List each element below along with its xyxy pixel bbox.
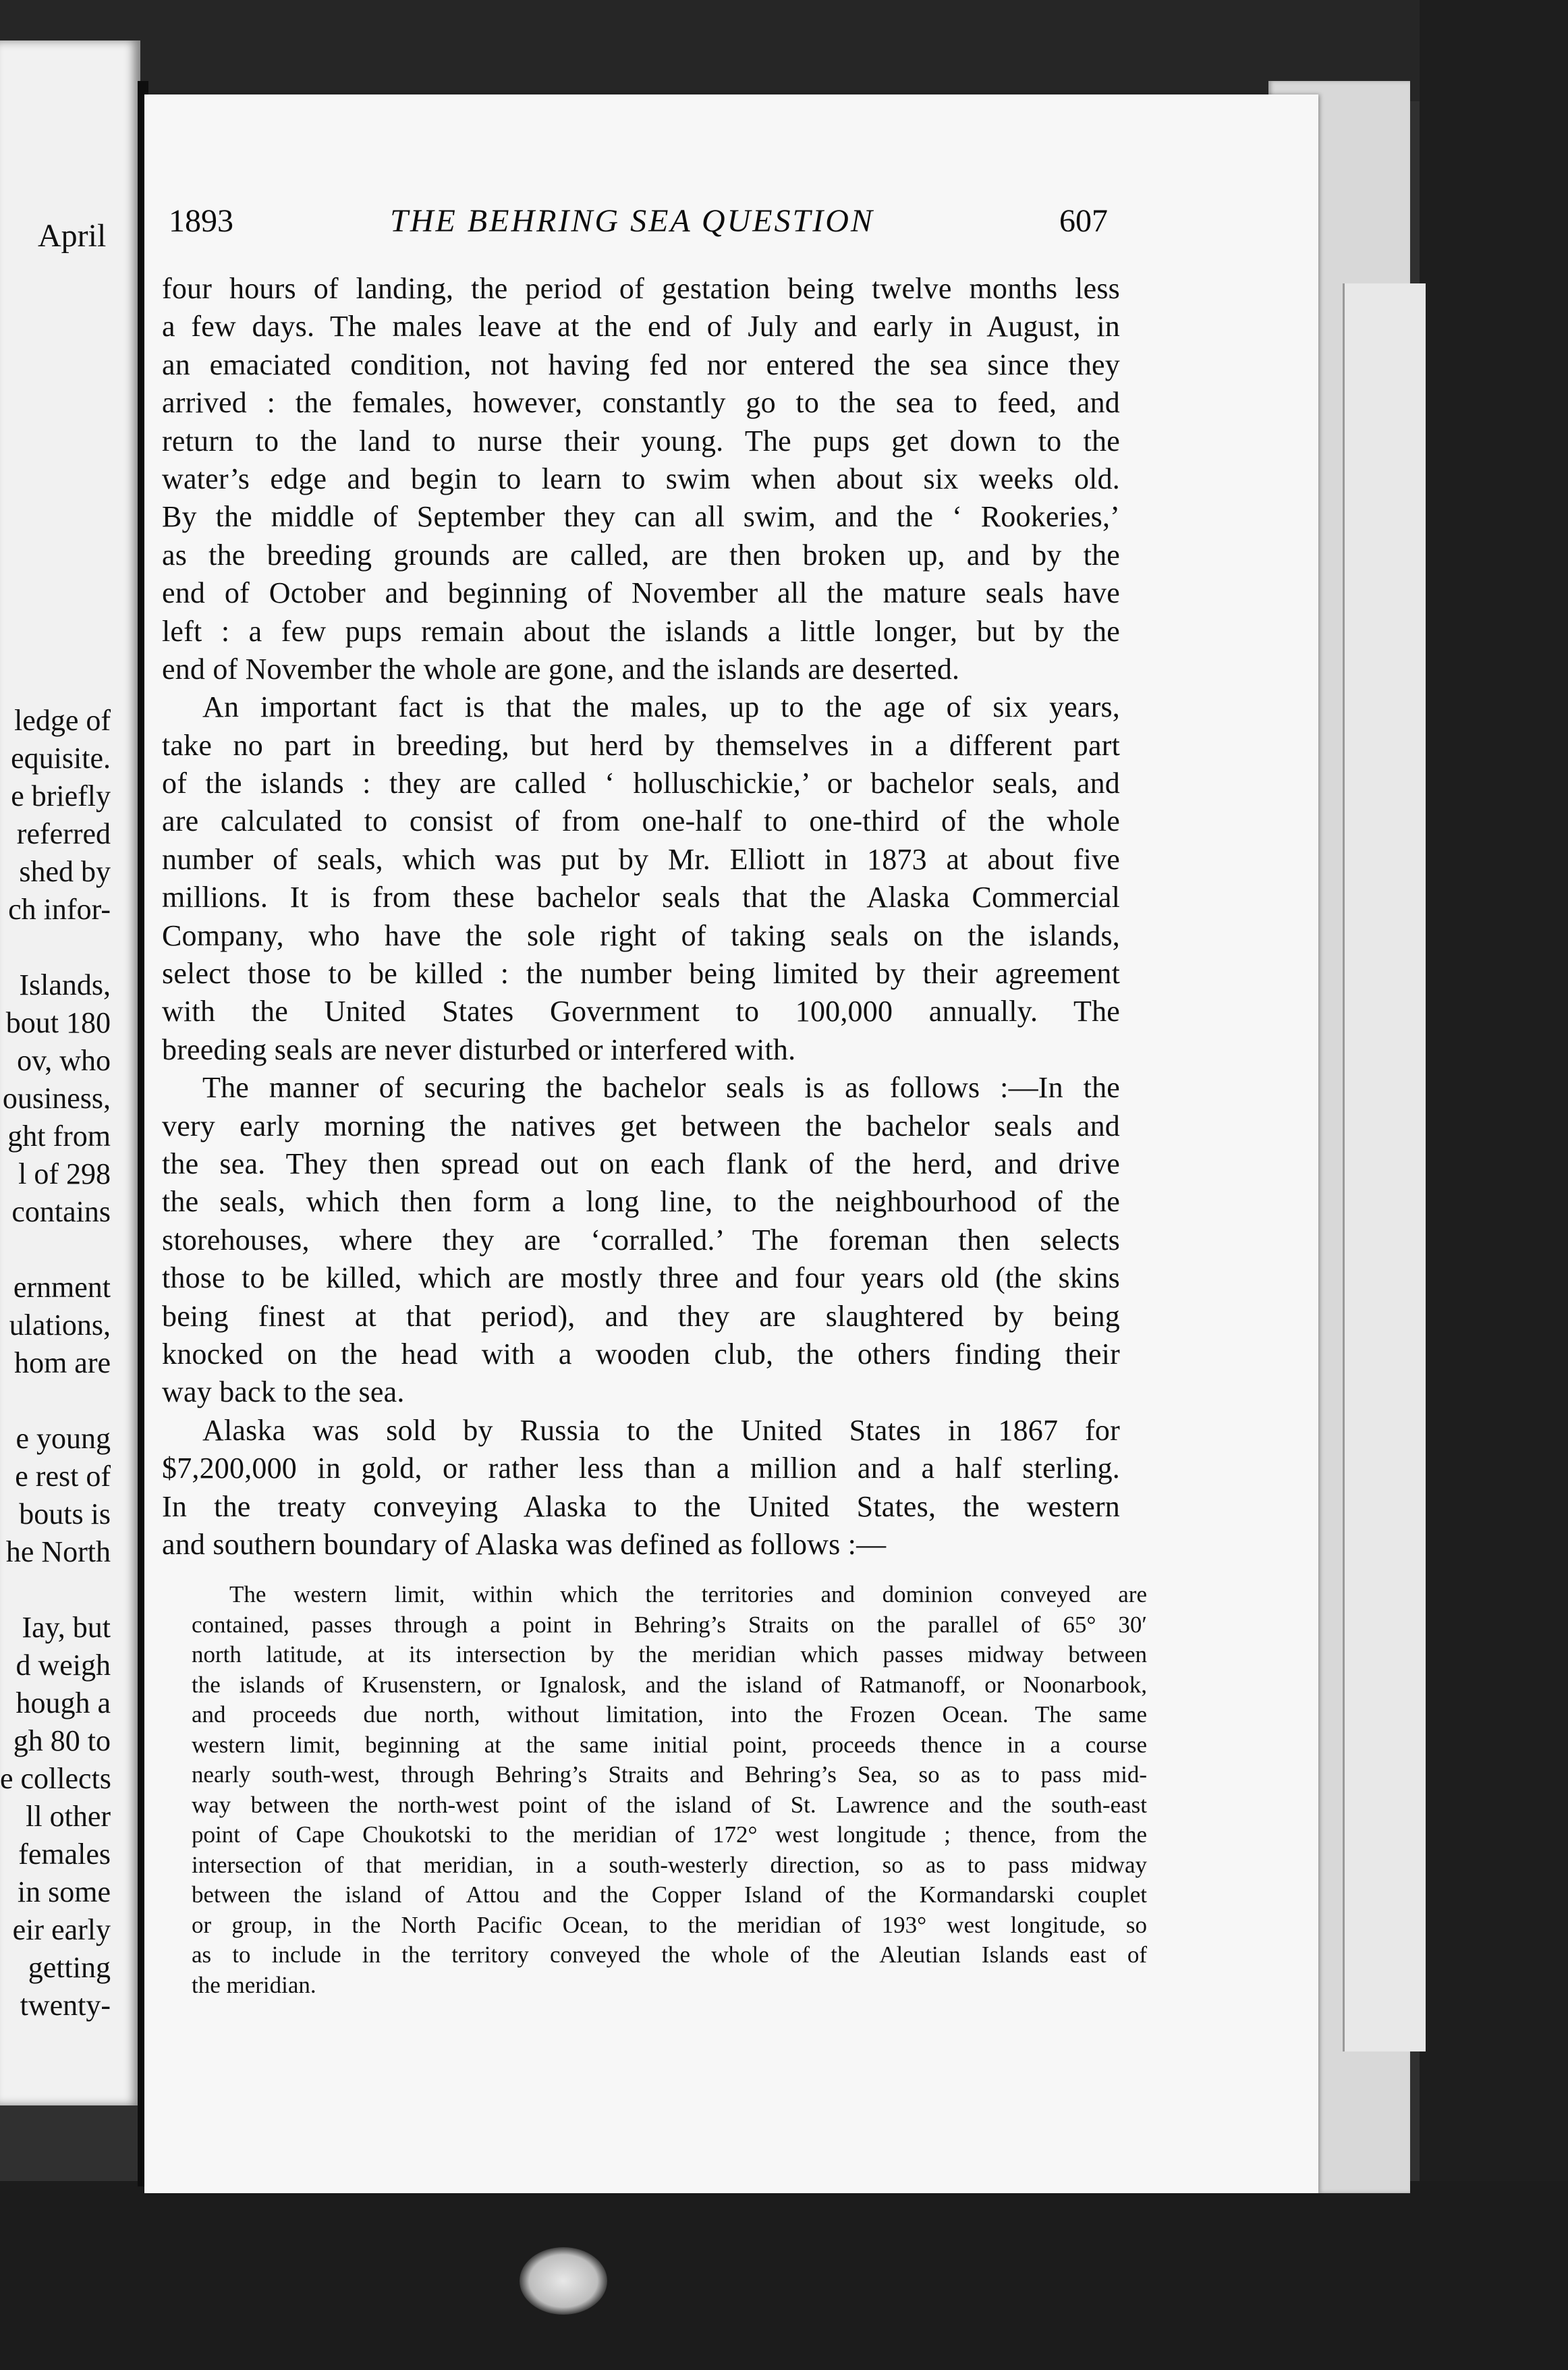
paragraph-alaska-sale xyxy=(162,1412,1120,1564)
previous-page-line: referred xyxy=(16,817,111,850)
text-line: left : a few pups remain about the islands a little longer, but by the xyxy=(162,614,1120,648)
previous-page-line: twenty- xyxy=(20,1989,111,2022)
text-line: end of November the whole are gone, and the islands are deserted. xyxy=(162,652,960,686)
previous-page-fragment xyxy=(0,40,140,2105)
previous-page-line: ousiness, xyxy=(2,1082,111,1115)
text-line: An important fact is that the males, up to the age of six years, xyxy=(202,690,1120,724)
previous-page-line: e briefly xyxy=(11,779,111,812)
previous-page-line: bout 180 xyxy=(5,1006,111,1039)
previous-page-line: Islands, xyxy=(19,968,111,1001)
text-line: knocked on the head with a wooden club, the others finding their xyxy=(162,1337,1120,1371)
text-line: $7,200,000 in gold, or rather less than a million and a half sterling. xyxy=(162,1452,1120,1485)
text-line: the sea. They then spread out on each flank of the herd, and drive xyxy=(162,1147,1120,1180)
scanner-border-bottom xyxy=(0,2181,1568,2370)
previous-page-text xyxy=(0,702,111,2024)
previous-page-line: ledge of xyxy=(14,704,111,737)
running-head-title: THE BEHRING SEA QUESTION xyxy=(390,203,874,239)
paragraph-gestation xyxy=(162,270,1120,688)
text-line: are calculated to consist of from one-half to one-third of the whole xyxy=(162,804,1120,838)
text-line: arrived : the females, however, constantly go to the sea to feed, and xyxy=(162,386,1120,420)
previous-page-line: eir early xyxy=(12,1913,111,1946)
quote-line: the islands of Krusenstern, or Ignalosk, and the island of Ratmanoff, or Noonarbook, xyxy=(192,1671,1147,1698)
body-text xyxy=(162,270,1147,2000)
quote-line: between the island of Attou and the Copper Island of the Kormandarski couplet xyxy=(192,1881,1147,1908)
text-line: the seals, which then form a long line, to the neighbourhood of the xyxy=(162,1185,1120,1219)
quote-line: the meridian. xyxy=(192,1971,316,1998)
paragraph-securing-seals xyxy=(162,1069,1120,1412)
previous-page-line: females xyxy=(18,1838,111,1871)
previous-page-line: e young xyxy=(16,1422,111,1455)
library-stamp-mark xyxy=(520,2247,607,2315)
previous-page-line: shed by xyxy=(19,855,111,888)
page-number: 607 xyxy=(1059,203,1108,239)
text-line: storehouses, where they are ‘corralled.’ The foreman then selects xyxy=(162,1223,1120,1257)
previous-page-line: gh 80 to xyxy=(13,1724,111,1757)
text-line: millions. It is from these bachelor seals that the Alaska Commercial xyxy=(162,881,1120,914)
page-607 xyxy=(144,94,1318,2193)
previous-page-line: contains xyxy=(11,1195,111,1228)
quote-line: or group, in the North Pacific Ocean, to the meridian of 193° west longitude, so xyxy=(192,1911,1147,1938)
previous-page-line: ght from xyxy=(7,1120,111,1153)
text-line: select those to be killed : the number being limited by their agreement xyxy=(162,957,1120,991)
text-line: way back to the sea. xyxy=(162,1375,405,1409)
text-line: Alaska was sold by Russia to the United States in 1867 for xyxy=(202,1413,1120,1447)
previous-page-line: e collects xyxy=(0,1762,111,1795)
treaty-quotation xyxy=(162,1580,1147,2000)
text-line: In the treaty conveying Alaska to the United States, the western xyxy=(162,1489,1120,1523)
previous-page-line: getting xyxy=(28,1951,111,1984)
previous-page-line: ernment xyxy=(13,1271,111,1304)
previous-page-line: he North xyxy=(5,1535,111,1568)
text-line: return to the land to nurse their young. The pups get down to the xyxy=(162,424,1120,458)
text-line: those to be killed, which are mostly three and four years old (the skins xyxy=(162,1261,1120,1295)
previous-page-line: ch infor- xyxy=(8,893,111,926)
text-line: number of seals, which was put by Mr. Elliott in 1873 at about five xyxy=(162,842,1120,876)
previous-page-running-head: April xyxy=(38,218,107,254)
previous-page-line: bouts is xyxy=(19,1497,111,1531)
previous-page-line: hough a xyxy=(16,1686,111,1719)
quote-line: point of Cape Choukotski to the meridian of 172° west longitude ; thence, from the xyxy=(192,1821,1147,1848)
previous-page-line: d weigh xyxy=(16,1649,111,1682)
text-line: end of October and beginning of November all the mature seals have xyxy=(162,576,1120,610)
previous-page-line: Iay, but xyxy=(22,1611,111,1644)
text-line: of the islands : they are called ‘ holluschickie,’ or bachelor seals, and xyxy=(162,767,1120,800)
running-head-year: 1893 xyxy=(169,203,233,239)
quote-line: and proceeds due north, without limitation, into the Frozen Ocean. The same xyxy=(192,1701,1147,1728)
previous-page-line: ll other xyxy=(26,1800,111,1833)
quote-line: as to include in the territory conveyed the whole of the Aleutian Islands east of xyxy=(192,1941,1147,1968)
quote-line: nearly south-west, through Behring’s Straits and Behring’s Sea, so as to pass mid- xyxy=(192,1761,1147,1788)
text-line: being finest at that period), and they are slaughtered by being xyxy=(162,1299,1120,1333)
quote-line: way between the north-west point of the island of St. Lawrence and the south-east xyxy=(192,1791,1147,1818)
previous-page-line: in some xyxy=(17,1875,111,1908)
text-line: a few days. The males leave at the end of July and early in August, in xyxy=(162,310,1120,343)
text-line: four hours of landing, the period of gestation being twelve months less xyxy=(162,272,1120,305)
scanner-border-right xyxy=(1420,0,1568,2370)
previous-page-line: e rest of xyxy=(15,1460,111,1493)
running-head xyxy=(157,202,1108,250)
back-sheet-inner xyxy=(1343,283,1426,2051)
previous-page-line: equisite. xyxy=(11,742,111,775)
text-line: as the breeding grounds are called, are then broken up, and by the xyxy=(162,538,1120,572)
text-line: take no part in breeding, but herd by themselves in a different part xyxy=(162,728,1120,762)
quote-line: intersection of that meridian, in a south-westerly direction, so as to pass midway xyxy=(192,1851,1147,1878)
previous-page-line: l of 298 xyxy=(18,1157,111,1190)
text-line: an emaciated condition, not having fed nor entered the sea since they xyxy=(162,348,1120,381)
text-line: with the United States Government to 100,000 annually. The xyxy=(162,995,1120,1028)
text-line: Company, who have the sole right of taking seals on the islands, xyxy=(162,918,1120,952)
text-line: The manner of securing the bachelor seals is as follows :—In the xyxy=(202,1071,1120,1105)
paragraph-bachelor-seals xyxy=(162,688,1120,1069)
previous-page-line: ov, who xyxy=(17,1044,111,1077)
previous-page-line: hom are xyxy=(14,1346,111,1379)
text-line: water’s edge and begin to learn to swim when about six weeks old. xyxy=(162,462,1120,495)
quote-line: western limit, beginning at the same initial point, proceeds thence in a course xyxy=(192,1731,1147,1758)
quote-line: north latitude, at its intersection by the meridian which passes midway between xyxy=(192,1641,1147,1668)
quote-line: The western limit, within which the territories and dominion conveyed are xyxy=(229,1581,1147,1608)
text-line: and southern boundary of Alaska was defined as follows :— xyxy=(162,1527,887,1561)
quote-line: contained, passes through a point in Behring’s Straits on the parallel of 65° 30′ xyxy=(192,1611,1147,1638)
text-line: breeding seals are never disturbed or interfered with. xyxy=(162,1032,796,1066)
text-line: very early morning the natives get between the bachelor seals and xyxy=(162,1109,1120,1142)
text-line: By the middle of September they can all swim, and the ‘ Rookeries,’ xyxy=(162,500,1120,534)
previous-page-line: ulations, xyxy=(9,1308,111,1342)
